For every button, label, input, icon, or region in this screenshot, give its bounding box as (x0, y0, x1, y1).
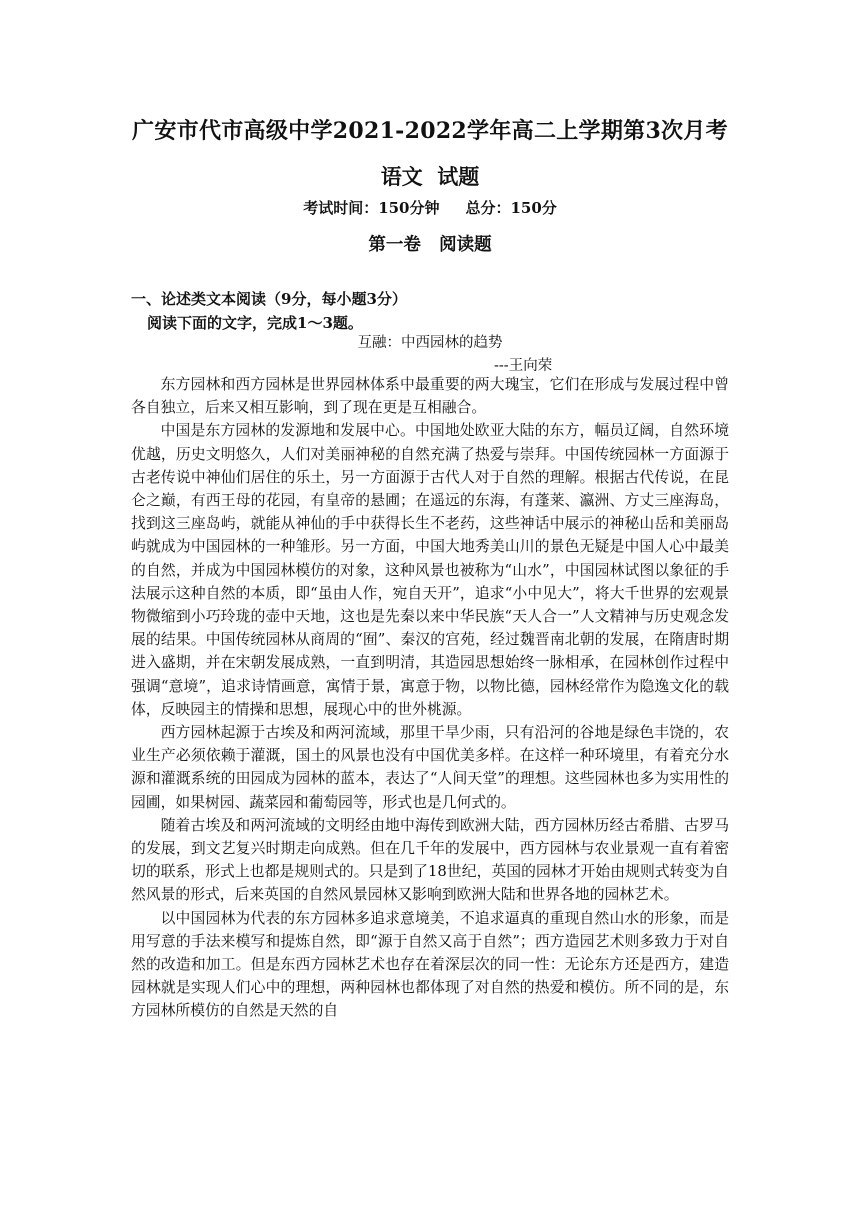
exam-title: 广安市代市高级中学2021-2022学年高二上学期第3次月考 (132, 118, 728, 144)
paragraph: 东方园林和西方园林是世界园林体系中最重要的两大瑰宝，它们在形成与发展过程中曾各自独立，后来又相互影响，到了现在更是互相融合。 (131, 376, 729, 417)
volume-title: 第一卷 阅读题 (368, 235, 492, 255)
article-title: 互融：中西园林的趋势 (357, 335, 503, 351)
section-heading: 一、论述类文本阅读（9分，每小题3分） (131, 290, 407, 308)
exam-time: 考试时间：150分钟 (303, 199, 440, 217)
subject-title: 语文 试题 (380, 164, 480, 189)
section-instruction: 阅读下面的文字，完成1～3题。 (147, 314, 363, 332)
paragraph: 以中国园林为代表的东方园林多追求意境美，不追求逼真的重现自然山水的形象，而是用写意的手法来模写和提炼自然，即“源于自然又高于自然”；西方造园艺术则多致力于对自然的改造和加工。但是东西方园林艺术也存在着深层次的同一性：无论东方还是西方，建造园林就是实现人们心中的理想，两种园林也都体现了对自然的热爱和模仿。所不同的是，东方园林所模仿的自然是天然的自 (131, 909, 729, 1020)
article-author: ---王向荣 (494, 358, 553, 374)
paragraph: 随着古埃及和两河流域的文明经由地中海传到欧洲大陆，西方园林历经古希腊、古罗马的发展，到文艺复兴时期走向成熟。但在几千年的发展中，西方园林与农业景观一直有着密切的联系，形式上也都是规则式的。只是到了18世纪，英国的园林才开始由规则式转变为自然风景的形式，后来英国的自然风景园林又影响到欧洲大陆和世界各地的园林艺术。 (131, 816, 729, 904)
exam-info (0, 197, 860, 218)
article-body (131, 373, 729, 1023)
total-score: 总分：150分 (465, 199, 557, 217)
paragraph: 西方园林起源于古埃及和两河流域，那里干旱少雨，只有沿河的谷地是绿色丰饶的，农业生产必须依赖于灌溉，国土的风景也没有中国优美多样。在这样一种环境里，有着充分水源和灌溉系统的田园成为园林的蓝本，表达了“人间天堂”的理想。这些园林也多为实用性的园圃，如果树园、蔬菜园和葡萄园等，形式也是几何式的。 (131, 724, 729, 811)
paragraph: 中国是东方园林的发源地和发展中心。中国地处欧亚大陆的东方，幅员辽阔，自然环境优越，历史文明悠久，人们对美丽神秘的自然充满了热爱与崇拜。中国传统园林一方面源于古老传说中神仙们居住的乐土，另一方面源于古代人对于自然的理解。根据古代传说，在昆仑之巅，有西王母的花园，有皇帝的悬圃；在遥远的东海，有蓬莱、瀛洲、方丈三座海岛，找到这三座岛屿，就能从神仙的手中获得长生不老药，这些神话中展示的神秘山岳和美丽岛屿就成为中国园林的一种雏形。另一方面，中国大地秀美山川的景色无疑是中国人心中最美的自然，并成为中国园林模仿的对象，这种风景也被称为“山水”，中国园林试图以象征的手法展示这种自然的本质，即“虽由人作，宛自天开”，追求“小中见大”，将大千世界的宏观景物微缩到小巧玲珑的壶中天地，这也是先秦以来中华民族“天人合一”人文精神与历史观念发展的结果。中国传统园林从商周的“囿”、秦汉的宫苑，经过魏晋南北朝的发展，在隋唐时期进入盛期，并在宋朝发展成熟，一直到明清，其造园思想始终一脉相承，在园林创作过程中强调“意境”，追求诗情画意，寓情于景，寓意于物，以物比德，园林经常作为隐逸文化的载体，反映园主的情操和思想，展现心中的世外桃源。 (131, 422, 729, 718)
